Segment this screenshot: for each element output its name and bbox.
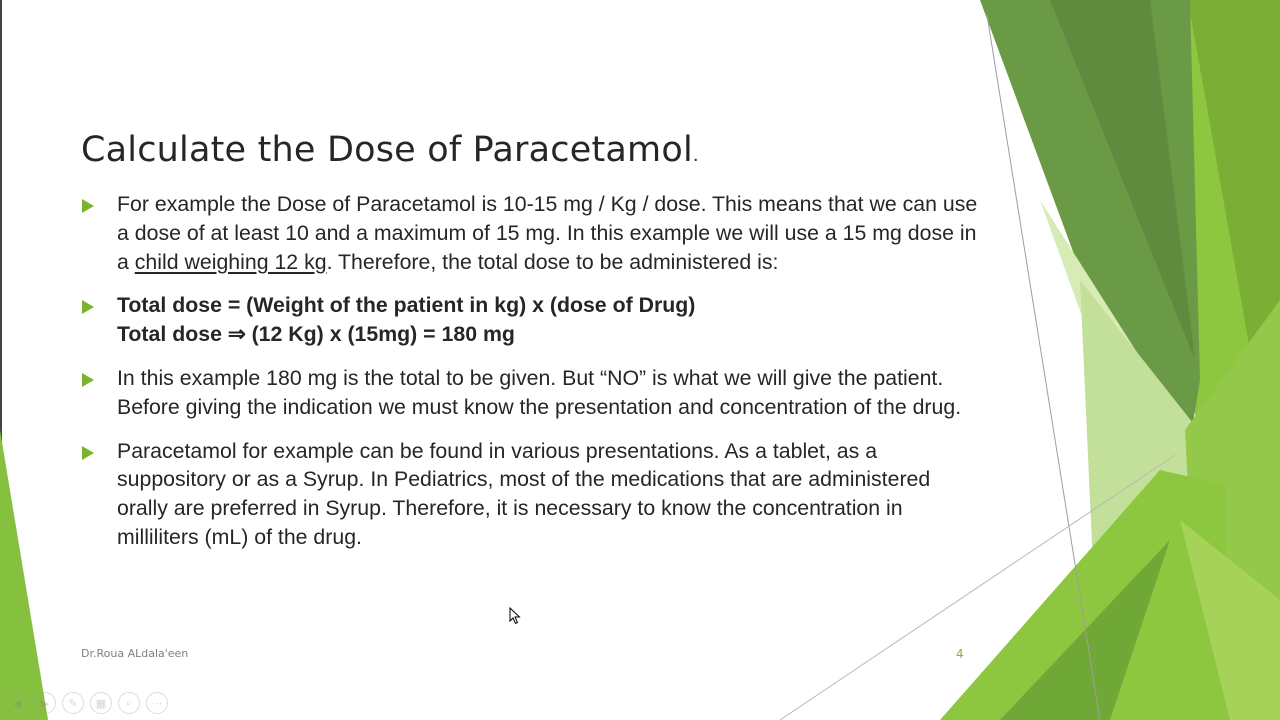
next-icon[interactable]: ▶: [34, 692, 56, 714]
slideshow-toolbar: [6, 692, 168, 716]
more-icon[interactable]: ⋯: [146, 692, 168, 714]
formula-line-calculation: Total dose ⇒ (12 Kg) x (15mg) = 180 mg: [117, 322, 515, 347]
bullet-total-to-be-given-text: In this example 180 mg is the total to be given. But “NO” is what we will give the patient. Before giving the indication we must know the presentation and concentration of the drug.: [117, 365, 962, 419]
bullet-dose-example-text-b: . Therefore, the total dose to be administered is:: [326, 249, 779, 274]
zoom-icon[interactable]: ⌕: [118, 692, 140, 714]
bullet-presentations-text: Paracetamol for example can be found in various presentations. As a tablet, as a suppository or as a Syrup. In Pediatrics, most of the medications that are administered orally are preferred in Syrup. Therefore, it is necessary to know the concentration in milliliters (mL) of the drug.: [117, 438, 931, 549]
bullet-dose-example: [80, 190, 980, 276]
bullet-presentations: [80, 437, 980, 552]
slides-icon[interactable]: ▦: [90, 692, 112, 714]
bullet-total-to-be-given: [80, 364, 980, 422]
pen-icon[interactable]: ✎: [62, 692, 84, 714]
bullet-list: [80, 190, 980, 552]
mouse-pointer-icon: [509, 607, 521, 625]
previous-icon[interactable]: ◀: [6, 692, 28, 714]
footer-author: Dr.Roua ALdala'een: [81, 647, 189, 660]
bullet-dose-example-text-a: For example the Dose of Paracetamol is 10-15 mg / Kg / dose. This means that we can use a dose of at least 10 and a maximum of 15 mg. In this example we will use a 15 mg dose in a: [117, 192, 978, 274]
bullet-total-dose-formula: [80, 291, 980, 349]
green-arrow-bullet-icon: [82, 199, 94, 213]
formula-line-general: Total dose = (Weight of the patient in kg) x (dose of Drug): [117, 293, 696, 318]
bullet-dose-example-underlined: child weighing 12 kg: [134, 249, 327, 274]
slide-title-period: .: [692, 145, 699, 166]
slide-number: 4: [956, 647, 964, 661]
green-arrow-bullet-icon: [82, 446, 94, 460]
green-arrow-bullet-icon: [82, 300, 94, 314]
slide-title-text: Calculate the Dose of Paracetamol: [81, 130, 693, 170]
slide-title: [81, 130, 699, 170]
green-arrow-bullet-icon: [82, 373, 94, 387]
